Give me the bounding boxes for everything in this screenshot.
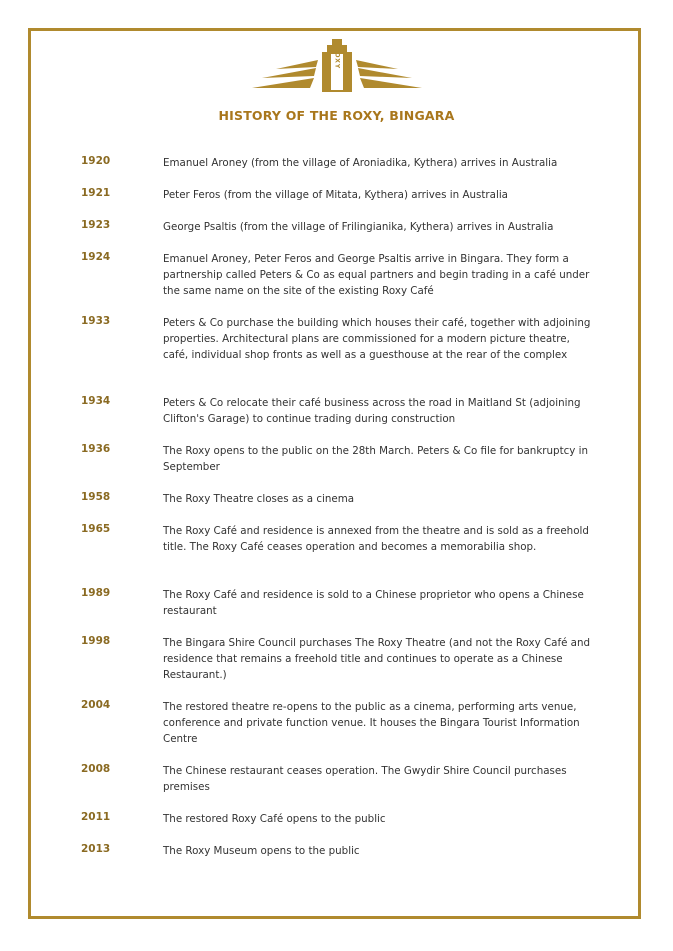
entry-year: 1958	[81, 491, 111, 503]
document-title: HISTORY OF THE ROXY, BINGARA	[218, 108, 455, 123]
entry-text: The Roxy Museum opens to the public	[163, 845, 360, 857]
entry-year: 2011	[81, 811, 111, 823]
entry-year: 2008	[81, 763, 111, 775]
entry-year: 1989	[81, 587, 111, 599]
entry-text: Emanuel Aroney (from the village of Aroniadika, Kythera) arrives in Australia	[163, 157, 558, 169]
entry-text: Peters & Co relocate their café business across the road in Maitland St (adjoining Clifton's Garage) to continue trading during construction	[163, 397, 581, 425]
entry-text: Peters & Co purchase the building which houses their café, together with adjoining properties. Architectural plans are commissioned for a modern picture theatre, café, individual shop fronts as well as a guesthouse at the rear of the complex	[163, 317, 591, 361]
entry-text: The restored Roxy Café opens to the public	[163, 813, 386, 825]
entry-text: The Roxy Theatre closes as a cinema	[163, 493, 355, 505]
entry-year: 1933	[81, 315, 111, 327]
entry-year: 1934	[81, 395, 111, 407]
entry-text: The restored theatre re-opens to the public as a cinema, performing arts venue, conference and private function venue. It houses the Bingara Tourist Information Centre	[163, 701, 580, 745]
entry-year: 1924	[81, 251, 111, 263]
entry-text: The Roxy Café and residence is annexed from the theatre and is sold as a freehold title. The Roxy Café ceases operation and becomes a memorabilia shop.	[163, 525, 589, 553]
entry-year: 1965	[81, 523, 111, 535]
entry-text: Emanuel Aroney, Peter Feros and George Psaltis arrive in Bingara. They form a partnership called Peters & Co as equal partners and begin trading in a café under the same name on the site of the existing Roxy Café	[163, 253, 590, 297]
roxy-logo-icon	[252, 38, 422, 92]
entry-year: 1920	[81, 155, 111, 167]
entry-year: 1923	[81, 219, 111, 231]
entry-text: The Bingara Shire Council purchases The Roxy Theatre (and not the Roxy Café and residence that remains a freehold title and continues to operate as a Chinese Restaurant.)	[163, 637, 591, 681]
entry-text: The Chinese restaurant ceases operation. The Gwydir Shire Council purchases premises	[163, 765, 567, 793]
entry-year: 1936	[81, 443, 111, 455]
entry-text: The Roxy Café and residence is sold to a Chinese proprietor who opens a Chinese restaurant	[163, 589, 584, 617]
entry-text: Peter Feros (from the village of Mitata, Kythera) arrives in Australia	[163, 189, 508, 201]
entry-year: 2004	[81, 699, 111, 711]
entry-year: 1921	[81, 187, 111, 199]
entry-year: 2013	[81, 843, 111, 855]
entry-text: George Psaltis (from the village of Frilingianika, Kythera) arrives in Australia	[163, 221, 554, 233]
entry-year: 1998	[81, 635, 111, 647]
logo-text: ROXY	[333, 46, 341, 70]
entry-text: The Roxy opens to the public on the 28th March. Peters & Co file for bankruptcy in September	[163, 445, 589, 473]
